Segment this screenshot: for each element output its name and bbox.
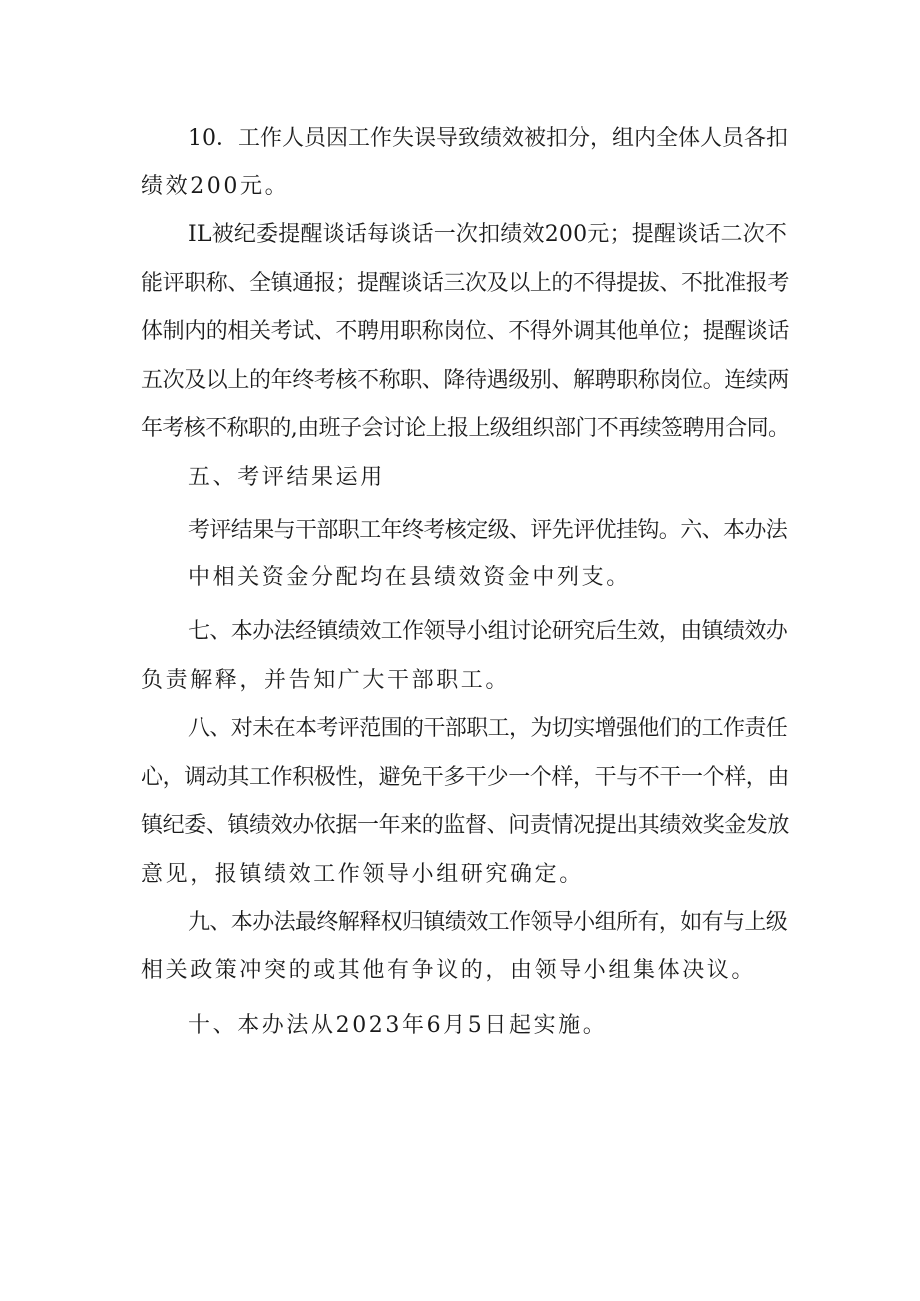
text-line: 绩效200元。 [141,174,290,199]
text-line: 能评职称、全镇通报；提醒谈话三次及以上的不得提拔、不批准报考 [141,271,790,296]
text-line: 负责解释，并告知广大干部职工。 [141,668,511,693]
text-line: 十、本办法从2023年6月5日起实施。 [188,1013,608,1038]
text-line: 10．工作人员因工作失误导致绩效被扣分，组内全体人员各扣 [188,126,788,151]
text-line: 九、本办法最终解释权归镇绩效工作领导小组所有，如有与上级 [188,910,788,935]
text-line: 七、本办法经镇绩效工作领导小组讨论研究后生效，由镇绩效办 [188,619,788,644]
text-line: 八、对未在本考评范围的干部职工，为切实增强他们的工作责任 [188,716,788,741]
text-line: 心，调动其工作积极性，避免干多干少一个样，干与不干一个样，由 [141,765,790,790]
text-line: 考评结果与干部职工年终考核定级、评先评优挂钩。六、本办法 [188,518,788,543]
text-line: 镇纪委、镇绩效办依据一年来的监督、问责情况提出其绩效奖金发放 [141,813,790,838]
text-line: 中相关资金分配均在县绩效资金中列支。 [188,565,631,590]
text-line: 意见，报镇绩效工作领导小组研究确定。 [141,862,584,887]
text-line: 体制内的相关考试、不聘用职称岗位、不得外调其他单位；提醒谈话 [141,319,790,344]
section-heading: 五、考评结果运用 [188,465,385,490]
text-line: 五次及以上的年终考核不称职、降待遇级别、解聘职称岗位。连续两 [141,368,790,393]
text-line: 相关政策冲突的或其他有争议的，由领导小组集体决议。 [141,958,757,983]
text-line: IL被纪委提醒谈话每谈话一次扣绩效200元；提醒谈话二次不 [188,222,788,247]
text-line: 年考核不称职的,由班子会讨论上报上级组织部门不再续签聘用合同。 [141,416,790,441]
